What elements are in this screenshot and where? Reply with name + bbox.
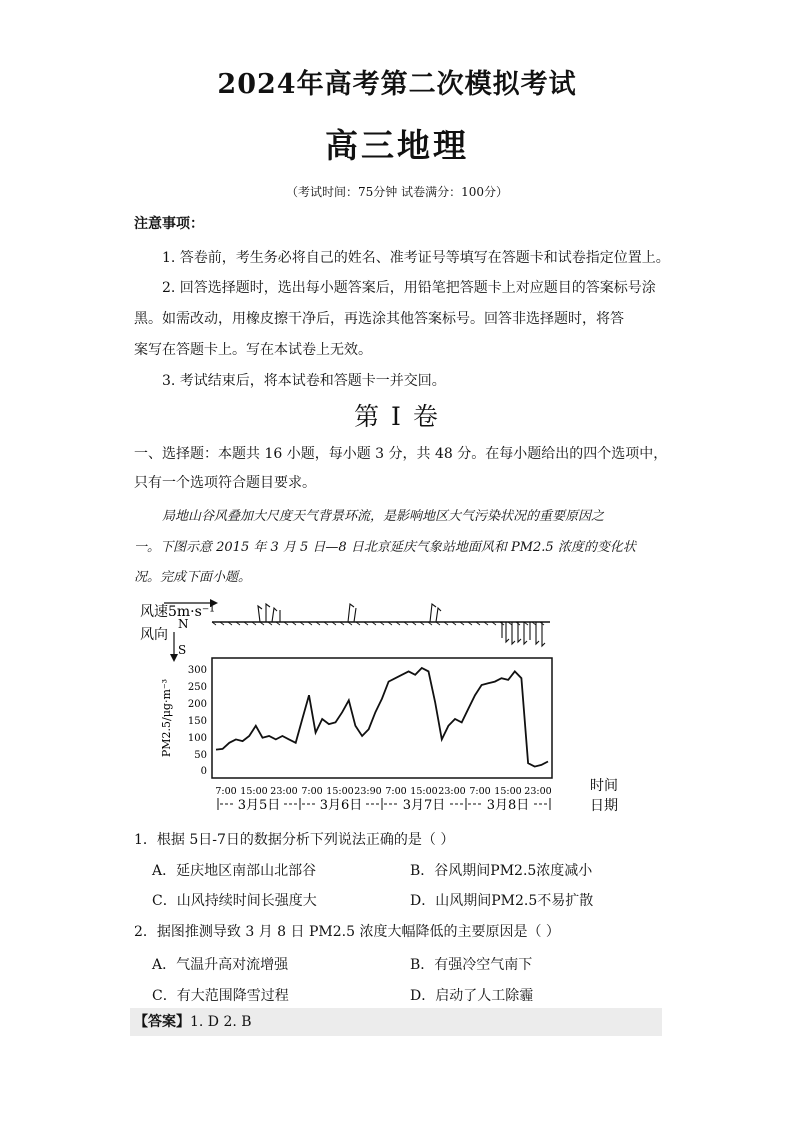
intro-line-1: 局地山谷风叠加大尺度天气背景环流，是影响地区大气污染状况的重要原因之 xyxy=(162,509,605,524)
pm25-wind-figure xyxy=(130,596,630,816)
section-instruction-1: 一、选择题：本题共 16 小题，每小题 3 分，共 48 分。在每小题给出的四个选项中， xyxy=(134,446,668,462)
answer-label: 【答案】 xyxy=(134,1014,190,1030)
x-axis-date-label: 日期 xyxy=(590,798,618,814)
question-1-option-a[interactable]: A．延庆地区南部山北部谷 xyxy=(152,863,317,879)
y-tick-150: 150 xyxy=(187,716,207,727)
x-tick-10: 7:00 xyxy=(469,786,491,797)
part-title: 第 I 卷 xyxy=(354,402,440,431)
question-1-stem: 1．根据 5日-7日的数据分析下列说法正确的是（ ） xyxy=(134,832,455,848)
question-1-option-c[interactable]: C．山风持续时间长强度大 xyxy=(152,893,317,909)
notice-line-5: 3. 考试结束后，将本试卷和答题卡一并交回。 xyxy=(162,373,446,389)
x-tick-4: 7:00 xyxy=(301,786,323,797)
intro-line-3: 况。完成下面小题。 xyxy=(134,570,252,585)
north-label: N xyxy=(178,617,189,631)
y-tick-labels xyxy=(188,665,207,777)
answer-text: 1. D 2. B xyxy=(190,1014,252,1030)
x-axis-time-label: 时间 xyxy=(590,778,618,794)
x-tick-3: 23:00 xyxy=(270,786,298,797)
x-tick-8: 15:00 xyxy=(410,786,438,797)
subject-title: 高三地理 xyxy=(325,126,469,165)
exam-title: 2024年高考第二次模拟考试 xyxy=(217,69,577,100)
question-2-option-c[interactable]: C．有大范围降雪过程 xyxy=(152,988,289,1004)
x-tick-7: 7:00 xyxy=(385,786,407,797)
x-tick-2: 15:00 xyxy=(240,786,268,797)
notice-line-1: 1. 答卷前，考生务必将自己的姓名、准考证号等填写在答题卡和试卷指定位置上。 xyxy=(162,250,670,266)
date-label-8: 3月8日 xyxy=(486,798,530,813)
answer-box xyxy=(130,1008,662,1036)
intro-line-2: 一。下图示意 2015 年 3 月 5 日—8 日北京延庆气象站地面风和 PM2.5 浓度的变化状 xyxy=(134,540,636,555)
date-label-5: 3月5日 xyxy=(237,798,281,813)
section-instruction-2: 只有一个选项符合题目要求。 xyxy=(134,475,316,491)
date-label-7: 3月7日 xyxy=(402,798,446,813)
y-tick-300: 300 xyxy=(187,665,207,676)
pm25-series-line xyxy=(216,668,548,767)
y-tick-200: 200 xyxy=(187,699,207,710)
question-2-option-b[interactable]: B．有强冷空气南下 xyxy=(410,957,533,973)
x-tick-9: 23:00 xyxy=(438,786,466,797)
x-tick-11: 15:00 xyxy=(494,786,522,797)
notice-line-2: 2. 回答选择题时，选出每小题答案后，用铅笔把答题卡上对应题目的答案标号涂 xyxy=(162,280,656,296)
y-tick-0: 0 xyxy=(200,766,207,777)
wind-direction-label: 风向 xyxy=(140,627,168,643)
y-tick-250: 250 xyxy=(187,682,207,693)
x-tick-labels xyxy=(215,786,551,797)
y-tick-100: 100 xyxy=(187,733,207,744)
wind-barbs-south xyxy=(258,604,441,622)
x-tick-5: 15:00 xyxy=(326,786,354,797)
notice-heading: 注意事项： xyxy=(134,216,204,232)
y-axis-label: PM2.5/μg·m⁻³ xyxy=(160,678,173,758)
question-2-option-a[interactable]: A．气温升高对流增强 xyxy=(152,957,289,973)
notice-line-4: 案写在答题卡上。写在本试卷上无效。 xyxy=(134,342,372,358)
x-tick-1: 7:00 xyxy=(215,786,237,797)
question-1-option-b[interactable]: B．谷风期间PM2.5浓度减小 xyxy=(410,863,593,879)
question-2-option-d[interactable]: D．启动了人工除霾 xyxy=(410,988,534,1004)
wind-speed-label: 风速5m·s⁻¹ xyxy=(140,604,215,620)
plot-frame xyxy=(212,658,552,778)
x-tick-6: 23:90 xyxy=(354,786,382,797)
x-tick-12: 23:00 xyxy=(524,786,552,797)
direction-arrowhead xyxy=(170,654,178,662)
notice-line-3: 黑。如需改动，用橡皮擦干净后，再选涂其他答案标号。回答非选择题时，将答 xyxy=(134,311,624,327)
wind-barbs-north xyxy=(502,622,545,646)
date-labels xyxy=(238,798,530,813)
question-2-stem: 2．据图推测导致 3 月 8 日 PM2.5 浓度大幅降低的主要原因是（ ） xyxy=(134,924,560,940)
question-1-option-d[interactable]: D．山风期间PM2.5不易扩散 xyxy=(410,893,594,909)
exam-time-info: （考试时间：75分钟 试卷满分：100分） xyxy=(286,185,508,199)
date-label-6: 3月6日 xyxy=(319,798,363,813)
y-tick-50: 50 xyxy=(194,750,207,761)
south-label: S xyxy=(178,643,187,657)
